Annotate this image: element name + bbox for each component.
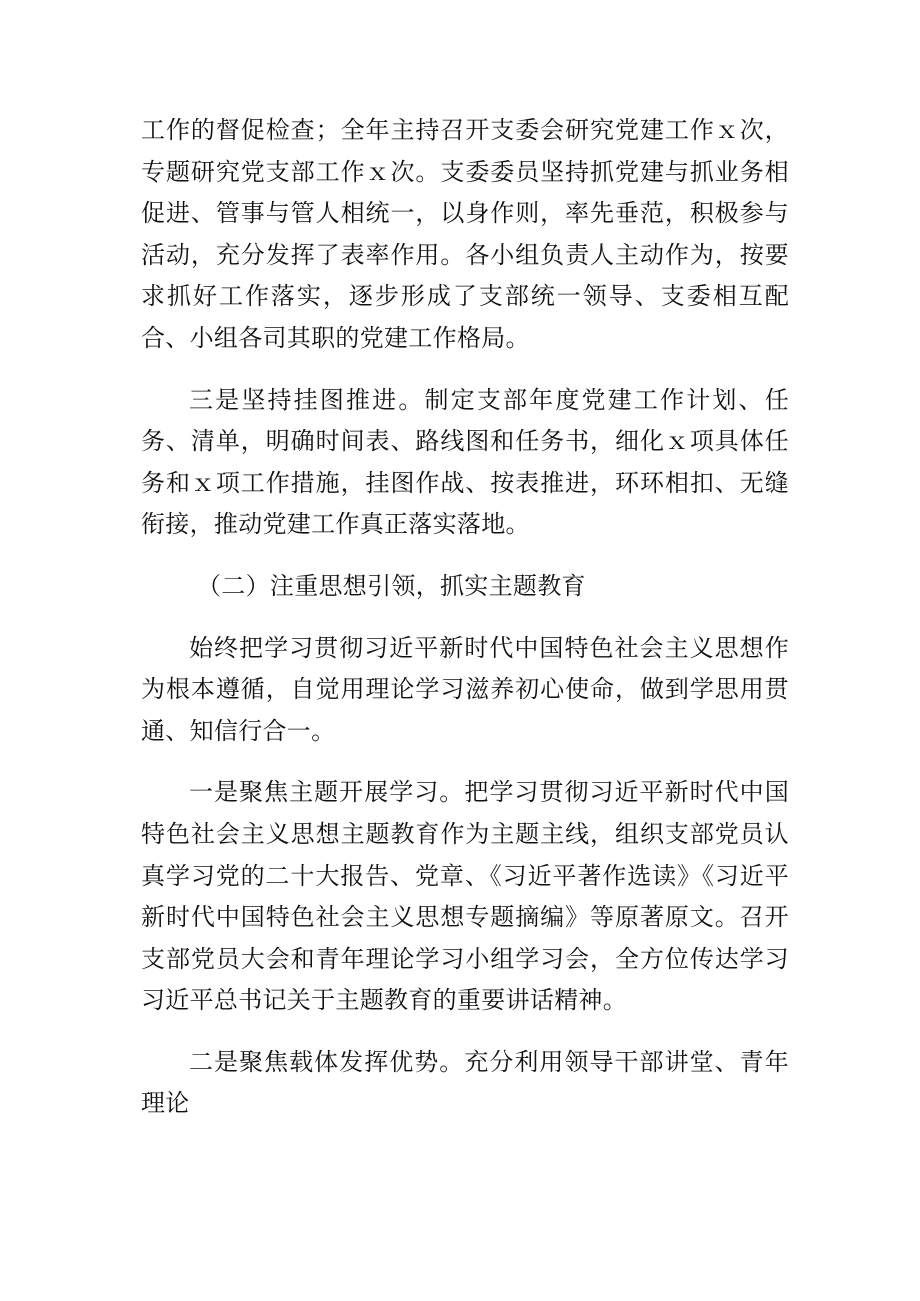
paragraph-continuation: 工作的督促检查；全年主持召开支委会研究党建工作ｘ次，专题研究党支部工作ｘ次。支委委员坚持抓党建与抓业务相促进、管事与管人相统一，以身作则，率先垂范，积极参与活动，充分发挥了表率作用。各小组负责人主动作为，按要求抓好工作落实，逐步形成了支部统一领导、支委相互配合、小组各司其职的党建工作格局。 xyxy=(141,116,789,352)
document-body xyxy=(141,110,789,1145)
paragraph-zhuti-xuexi: 一是聚焦主题开展学习。把学习贯彻习近平新时代中国特色社会主义思想主题教育作为主题主线，组织支部党员认真学习党的二十大报告、党章、《习近平著作选读》《习近平新时代中国特色社会主义思想专题摘编》等原著原文。召开支部党员大会和青年理论学习小组学习会，全方位传达学习习近平总书记关于主题教育的重要讲话精神。 xyxy=(141,778,789,1015)
section-heading: （二）注重思想引领，抓实主题教育 xyxy=(197,571,586,600)
paragraph-guatu-tuijin: 三是坚持挂图推进。制定支部年度党建工作计划、任务、清单，明确时间表、路线图和任务书，细化ｘ项具体任务和ｘ项工作措施，挂图作战、按表推进，环环相扣、无缝衔接，推动党建工作真正落实落地。 xyxy=(141,385,789,539)
paragraph-zaiti-youshi: 二是聚焦载体发挥优势。充分利用领导干部讲堂、青年理论 xyxy=(141,1047,789,1118)
paragraph-intro: 始终把学习贯彻习近平新时代中国特色社会主义思想作为根本遵循，自觉用理论学习滋养初心使命，做到学思用贯通、知信行合一。 xyxy=(141,633,789,745)
